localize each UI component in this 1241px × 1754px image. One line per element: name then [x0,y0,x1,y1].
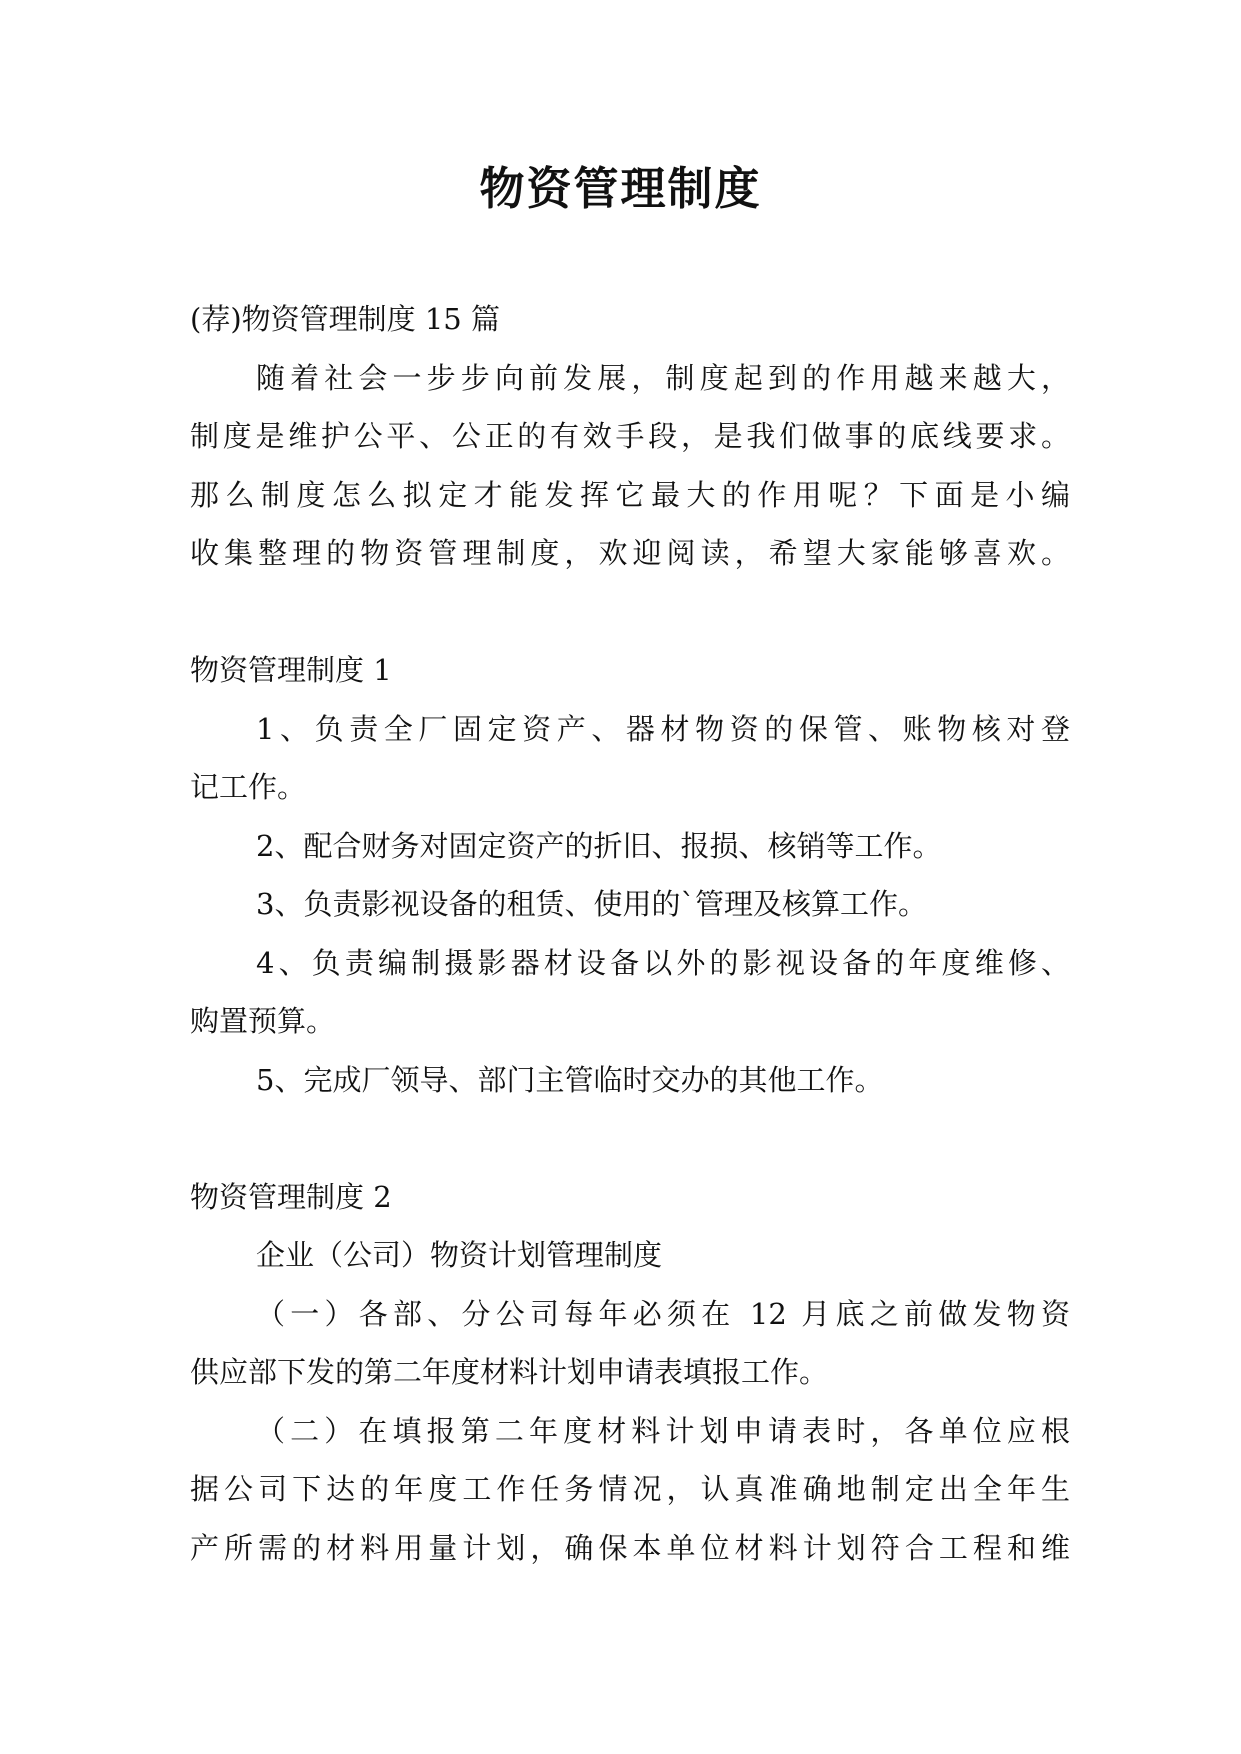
paragraph-spacer [190,1109,1070,1168]
document-body [190,290,1070,1577]
section-1-line: 1、负责全厂固定资产、器材物资的保管、账物核对登 [256,711,1070,746]
section-1-heading: 物资管理制度 1 [190,653,392,687]
section-2-line: （二）在填报第二年度材料计划申请表时，各单位应根 [256,1413,1070,1448]
intro-line: 收集整理的物资管理制度，欢迎阅读，希望大家能够喜欢。 [190,536,1070,570]
section-2-heading: 物资管理制度 2 [190,1179,392,1214]
paragraph-spacer [190,583,1070,642]
section-1-line: 5、完成厂领导、部门主管临时交办的其他工作。 [256,1062,884,1097]
section-1-line: 3、负责影视设备的租赁、使用的`管理及核算工作。 [256,887,927,921]
document-title: 物资管理制度 [479,162,762,215]
section-1-line: 2、配合财务对固定资产的折旧、报损、核销等工作。 [256,828,942,863]
document-subtitle: (荐)物资管理制度 15 篇 [190,302,500,336]
section-1-line: 购置预算。 [190,1004,336,1038]
intro-line: 随着社会一步步向前发展，制度起到的作用越来越大， [256,360,1070,395]
section-2-line: （一）各部、分公司每年必须在 12 月底之前做发物资 [256,1296,1070,1331]
intro-line: 制度是维护公平、公正的有效手段，是我们做事的底线要求。 [190,419,1070,453]
section-1-line: 记工作。 [190,770,307,804]
section-1-line: 4、负责编制摄影器材设备以外的影视设备的年度维修、 [256,945,1070,980]
intro-line: 那么制度怎么拟定才能发挥它最大的作用呢？下面是小编 [190,477,1070,512]
section-2-line: 企业（公司）物资计划管理制度 [256,1238,663,1272]
section-2-line: 供应部下发的第二年度材料计划申请表填报工作。 [190,1355,829,1389]
section-2-line: 产所需的材料用量计划，确保本单位材料计划符合工程和维 [190,1530,1070,1565]
section-2-line: 据公司下达的年度工作任务情况，认真准确地制定出全年生 [190,1472,1070,1506]
